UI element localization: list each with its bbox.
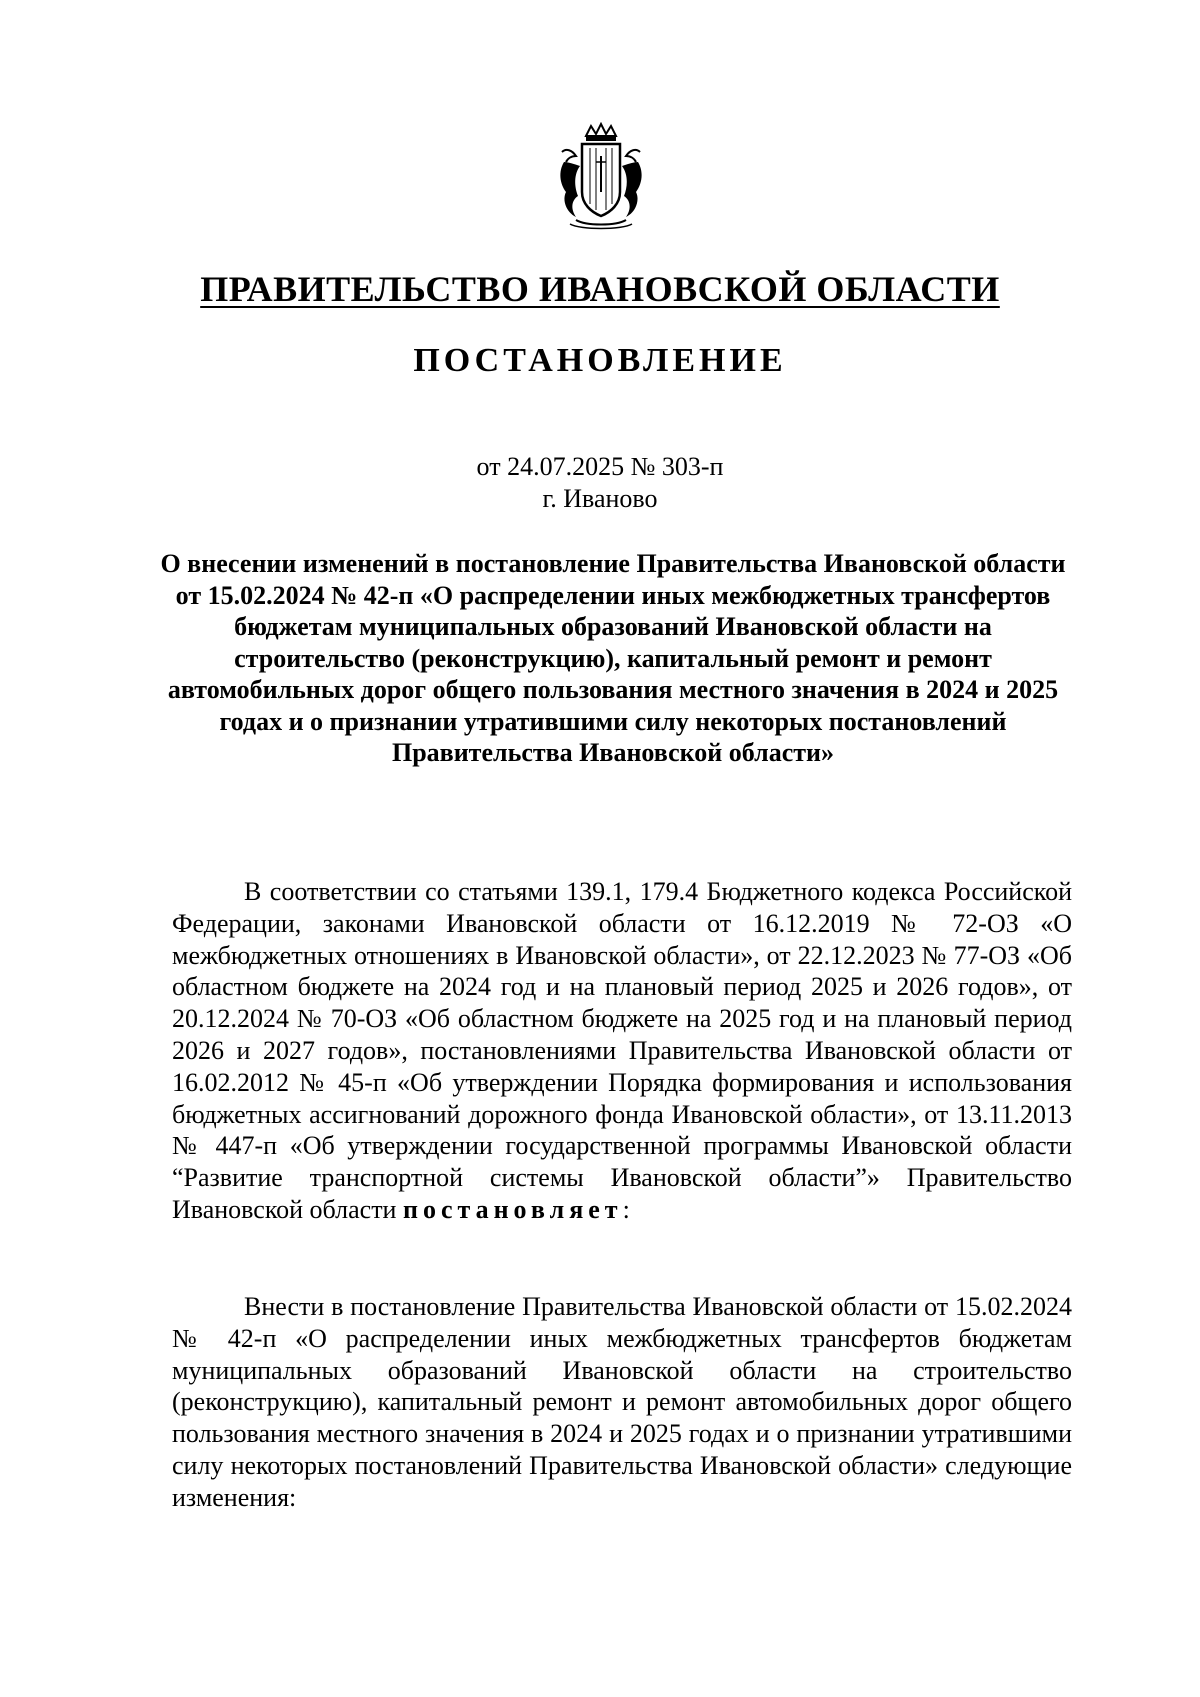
decree-colon: : xyxy=(622,1194,630,1224)
coat-of-arms-icon xyxy=(556,122,646,232)
document-heading: О внесении изменений в постановление Правительства Ивановской области от 15.02.2024 № 42-п «О распределении иных межбюджетных трансфертов бюджетам муниципальных образований Ивановской области на строительство (реконструкцию), капитальный ремонт и ремонт автомобильных дорог общего пользования местного значения в 2024 и 2025 годах и о признании утратившими силу некоторых постановлений Правительства Ивановской области» xyxy=(160,549,1066,767)
preamble-text: В соответствии со статьями 139.1, 179.4 Бюджетного кодекса Российской Федерации, законами Ивановской области от 16.12.2019 № 72-ОЗ «О межбюджетных отношениях в Ивановской области», от 22.12.2023 № 77-ОЗ «Об областном бюджете на 2024 год и на плановый период 2025 и 2026 годов», от 20.12.2024 № 70-ОЗ «Об областном бюджете на 2025 год и на плановый период 2026 и 2027 годов», постановлениями Правительства Ивановской области от 16.02.2012 № 45-п «Об утверждении Порядка формирования и использования бюджетных ассигнований дорожного фонда Ивановской области», от 13.11.2013 № 447-п «Об утверждении государственной программы Ивановской области “Развитие транспортной системы Ивановской области”» Правительство Ивановской области xyxy=(172,877,1072,1224)
government-name xyxy=(0,268,1200,310)
document-type: ПОСТАНОВЛЕНИЕ xyxy=(413,342,787,379)
paragraph-preamble xyxy=(172,876,1072,1226)
government-name-text: ПРАВИТЕЛЬСТВО ИВАНОВСКОЙ ОБЛАСТИ xyxy=(200,269,1000,309)
decree-word: постановляет xyxy=(402,1194,623,1224)
document-date-number: от 24.07.2025 № 303-п xyxy=(476,452,724,481)
paragraph-amendment: Внести в постановление Правительства Ивановской области от 15.02.2024 № 42-п «О распределении иных межбюджетных трансфертов бюджетам муниципальных образований Ивановской области на строительство (реконструкцию), капитальный ремонт и ремонт автомобильных дорог общего пользования местного значения в 2024 и 2025 годах и о признании утратившими силу некоторых постановлений Правительства Ивановской области» следующие изменения: xyxy=(172,1292,1072,1512)
document-city: г. Иваново xyxy=(542,484,658,513)
